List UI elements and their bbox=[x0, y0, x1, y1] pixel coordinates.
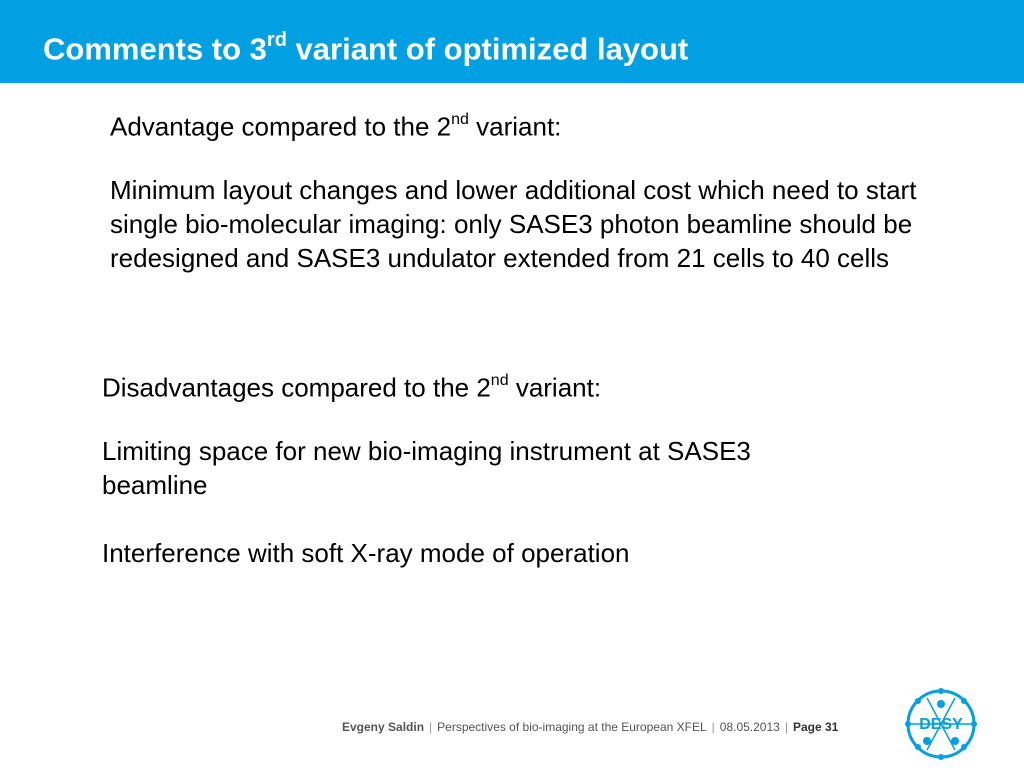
desy-logo-icon bbox=[902, 686, 980, 762]
disadvantage-item: Limiting space for new bio-imaging instrument at SASE3 beamline bbox=[102, 436, 751, 500]
advantage-body: Minimum layout changes and lower additional cost which need to start single bio-molecular imaging: only SASE3 photon beamline should be redesigned and SASE3 undulator extended from 21 cells to 40 cells bbox=[110, 175, 917, 273]
page-title bbox=[43, 22, 688, 69]
footer-author: Evgeny Saldin bbox=[342, 720, 425, 734]
footer bbox=[342, 719, 838, 735]
title-text-end: variant of optimized layout bbox=[286, 31, 689, 67]
desy-logo-text: DESY bbox=[919, 716, 963, 733]
footer-date: 08.05.2013 bbox=[719, 720, 780, 734]
footer-talk-title: Perspectives of bio-imaging at the European XFEL bbox=[437, 720, 707, 734]
advantage-heading bbox=[110, 105, 561, 144]
footer-separator: | bbox=[784, 720, 788, 734]
title-superscript: rd bbox=[266, 29, 287, 51]
header-bar bbox=[0, 0, 1024, 83]
disadvantages-heading-end: variant: bbox=[508, 372, 602, 403]
disadvantages-heading-superscript: nd bbox=[490, 372, 509, 389]
advantage-heading-start: Advantage compared to the 2 bbox=[110, 111, 452, 142]
advantage-heading-end: variant: bbox=[468, 111, 562, 142]
disadvantage-item: Interference with soft X-ray mode of operation bbox=[102, 538, 630, 568]
title-text-start: Comments to 3 bbox=[43, 31, 267, 67]
footer-separator: | bbox=[429, 720, 433, 734]
disadvantages-heading bbox=[102, 366, 601, 405]
advantage-heading-superscript: nd bbox=[451, 111, 469, 128]
footer-page-number: Page 31 bbox=[792, 720, 839, 734]
disadvantages-heading-start: Disadvantages compared to the 2 bbox=[102, 372, 491, 403]
footer-separator: | bbox=[711, 720, 715, 734]
